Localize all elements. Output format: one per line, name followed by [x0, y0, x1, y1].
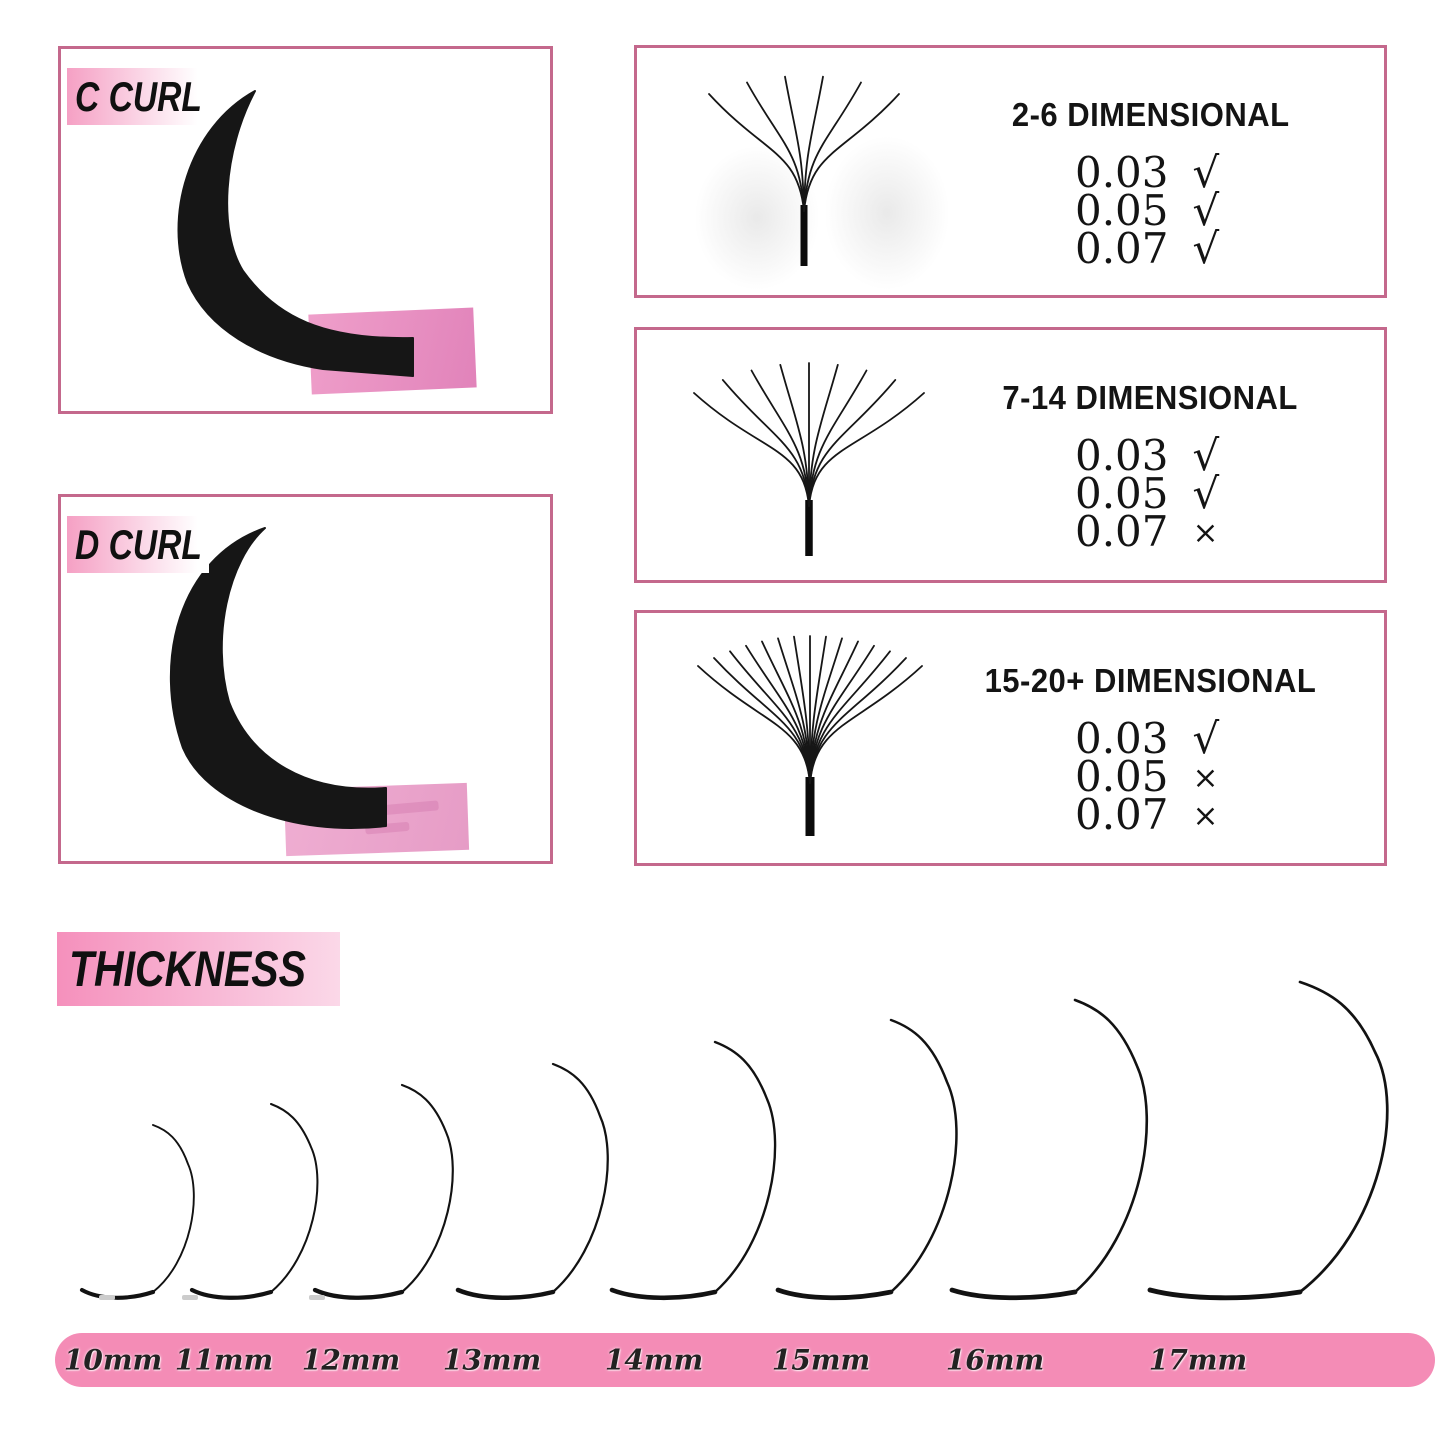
- dimension-title: 7-14 DIMENSIONAL: [1002, 379, 1299, 416]
- availability-mark: ×: [1192, 760, 1219, 796]
- length-label: 16mm: [945, 1343, 1045, 1377]
- length-label: 14mm: [604, 1343, 704, 1377]
- availability-mark: √: [1192, 469, 1220, 518]
- lash-length-curves: [0, 960, 1445, 1340]
- dimension-info: [927, 330, 1374, 580]
- dimension-box-2-6: [634, 45, 1387, 298]
- thickness-value: 0.03: [1074, 147, 1169, 197]
- length-scale-bar: [55, 1333, 1435, 1387]
- availability-mark: √: [1192, 223, 1220, 273]
- availability-mark: √: [1192, 431, 1220, 480]
- length-label: 15mm: [771, 1343, 871, 1377]
- thickness-row: [1065, 469, 1237, 518]
- curl-type-label: [67, 516, 209, 573]
- dimension-box-15-20: [634, 610, 1387, 866]
- thickness-row: [1065, 185, 1237, 235]
- availability-mark: √: [1192, 714, 1220, 763]
- dimension-info: [927, 613, 1374, 863]
- d-curl-box: [58, 494, 553, 864]
- availability-mark: ×: [1192, 798, 1219, 834]
- thickness-value: 0.07: [1074, 507, 1169, 556]
- length-label: 12mm: [301, 1343, 401, 1377]
- dimension-title: 15-20+ DIMENSIONAL: [984, 662, 1317, 699]
- thickness-row: [1065, 507, 1237, 556]
- availability-mark: √: [1192, 147, 1220, 197]
- c-curl-box: [58, 46, 553, 414]
- thickness-row: [1065, 223, 1237, 273]
- thickness-row: [1065, 147, 1237, 197]
- availability-mark: √: [1192, 185, 1220, 235]
- thickness-value: 0.07: [1074, 223, 1169, 273]
- length-label: 13mm: [442, 1343, 542, 1377]
- thickness-value: 0.03: [1074, 431, 1169, 480]
- thickness-value: 0.07: [1074, 790, 1169, 839]
- dimension-title: 2-6 DIMENSIONAL: [1011, 95, 1290, 133]
- availability-mark: ×: [1192, 515, 1219, 551]
- dimension-info: [927, 48, 1374, 295]
- curl-type-text: C CURL: [75, 72, 202, 120]
- length-label: 11mm: [174, 1343, 274, 1377]
- thickness-row: [1065, 714, 1237, 763]
- thickness-row: [1065, 431, 1237, 480]
- length-label: 17mm: [1148, 1343, 1248, 1377]
- thickness-title-text: THICKNESS: [69, 941, 306, 997]
- thickness-value: 0.05: [1074, 752, 1169, 801]
- thickness-value: 0.05: [1074, 469, 1169, 518]
- curl-type-label: [67, 68, 209, 125]
- thickness-value: 0.03: [1074, 714, 1169, 763]
- length-label: 10mm: [63, 1343, 163, 1377]
- curl-type-text: D CURL: [75, 520, 202, 568]
- thickness-row: [1065, 752, 1237, 801]
- dimension-box-7-14: [634, 327, 1387, 583]
- thickness-value: 0.05: [1074, 185, 1169, 235]
